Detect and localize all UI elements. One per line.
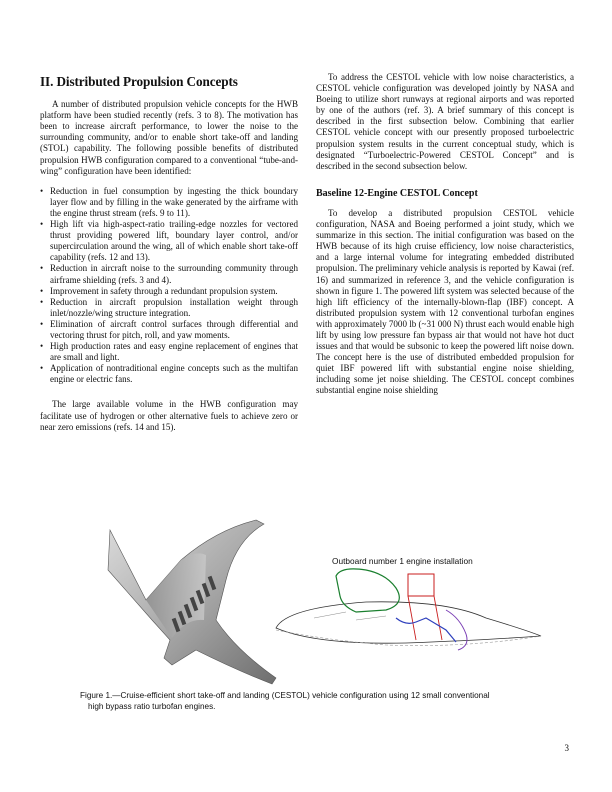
list-item: • Reduction in aircraft noise to the surrounding community through airframe shielding (refs. 3 and 4). (40, 263, 298, 285)
list-item: • High production rates and easy engine replacement of engines that are small and light. (40, 341, 298, 363)
list-item: • Application of nontraditional engine concepts such as the multifan engine or electric fans. (40, 363, 298, 385)
caption-line: high bypass ratio turbofan engines. (88, 701, 216, 711)
engine-installation-inset (276, 556, 541, 650)
list-item: • High lift via high-aspect-ratio trailing-edge nozzles for vectored thrust providing powered lift, boundary layer control, and/or supercirculation around the wing, all of which enable short take-off capability (refs. 12 and 13). (40, 219, 298, 263)
section-heading: II. Distributed Propulsion Concepts (40, 74, 238, 89)
list-item: • Elimination of aircraft control surfaces through differential and vectoring thrust for pitch, roll, and yaw moments. (40, 319, 298, 341)
inset-label: Outboard number 1 engine installation (332, 556, 473, 566)
left-column (40, 72, 298, 433)
hwb-aircraft-render (108, 520, 276, 684)
caption-line: Figure 1.—Cruise-efficient short take-off and landing (CESTOL) vehicle configuration using 12 small conventional (80, 691, 490, 700)
right-intro-paragraph: To address the CESTOL vehicle with low noise characteristics, a CESTOL vehicle configuration was developed jointly by NASA and Boeing to utilize short runways at regional airports and was reported by one of the authors (ref. 3). A brief summary of this concept is described in the first subsection below. Combining that earlier CESTOL vehicle concept with our presently proposed turboelectric propulsion system results in the current conceptual study, which is designated “Turboelectric-Powered CESTOL Concept” and is described in the second subsection below. (316, 72, 574, 171)
list-item: • Reduction in fuel consumption by ingesting the thick boundary layer flow and by filling in the wake generated by the airframe with the engine thrust stream (refs. 9 to 11). (40, 186, 298, 219)
closing-paragraph: The large available volume in the HWB configuration may facilitate use of hydrogen or other alternative fuels to achieve zero or near zero emissions (refs. 14 and 15). (40, 399, 298, 432)
list-item: • Reduction in aircraft propulsion installation weight through inlet/nozzle/wing structure integration. (40, 297, 298, 319)
aircraft-illustration (86, 500, 546, 700)
benefits-list (40, 186, 298, 386)
page-number: 3 (564, 743, 569, 753)
figure-caption (80, 691, 550, 712)
subsection-heading: Baseline 12-Engine CESTOL Concept (316, 187, 478, 199)
intro-paragraph: A number of distributed propulsion vehicle concepts for the HWB platform have been studied recently (refs. 3 to 8). The motivation has been to increase aircraft performance, to lower the noise to the surrounding community, and/or to enable short take-off and landing (STOL) capability. The following possible benefits of distributed propulsion HWB configuration compared to a conventional “tube-and-wing” configuration have been identified: (40, 99, 298, 176)
list-item: • Improvement in safety through a redundant propulsion system. (40, 286, 298, 297)
subsection-paragraph: To develop a distributed propulsion CESTOL vehicle configuration, NASA and Boeing performed a joint study, which we summarize in this section. The initial configuration was based on the HWB because of its high cruise efficiency, low noise characteristics, and a large internal volume for integrating embedded distributed propulsion. The preliminary vehicle analysis is reported by Kawai (ref. 16) and summarized in reference 3, and the vehicle configuration is shown in figure 1. The powered lift system was selected because of the high lift efficiency of the internally-blown-flap (IBF) concept. A distributed propulsion system with 12 conventional turbofan engines with approximately 7000 lb (~31 000 N) thrust each would enable high lift by using low pressure fan bypass air that would not have hot duct issues and that would be subsonic to keep the powered lift noise down. The concept here is the use of distributed embedded propulsion for quiet IBF powered lift with substantial engine noise shielding, including some jet noise shielding. The CESTOL concept combines substantial engine noise shielding (316, 207, 574, 396)
figure-1 (86, 500, 546, 700)
right-column (316, 72, 574, 397)
